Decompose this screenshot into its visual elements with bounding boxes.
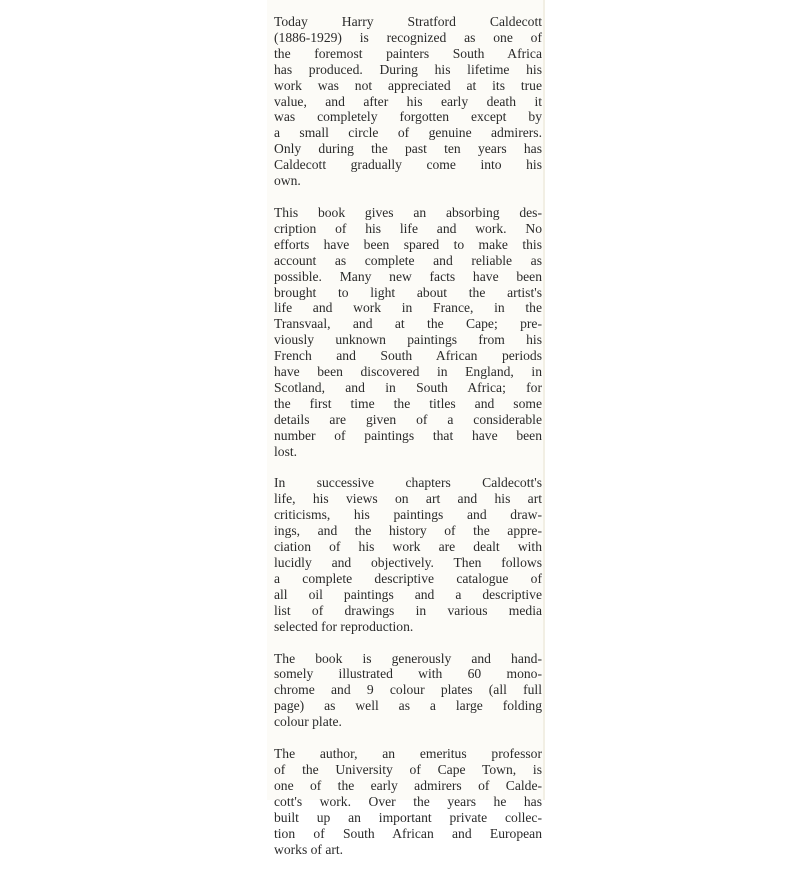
text-line: somely illustrated with 60 mono- bbox=[274, 666, 542, 682]
text-line: cription of his life and work. No bbox=[274, 220, 542, 236]
text-line: was completely forgotten except by bbox=[274, 109, 542, 125]
text-line: have been discovered in England, in bbox=[274, 364, 542, 380]
text-line: ciation of his work are dealt with bbox=[274, 539, 542, 555]
text-line: selected for reproduction. bbox=[274, 618, 414, 634]
text-line: In successive chapters Caldecott's bbox=[274, 475, 542, 491]
text-line: chrome and 9 colour plates (all full bbox=[274, 682, 542, 698]
text-line: criticisms, his paintings and draw- bbox=[274, 507, 542, 523]
text-line: a small circle of genuine admirers. bbox=[274, 125, 542, 141]
text-line: Only during the past ten years has bbox=[274, 141, 542, 157]
text-line: The book is generously and hand- bbox=[274, 650, 542, 666]
text-line: viously unknown paintings from his bbox=[274, 332, 542, 348]
text-line: life and work in France, in the bbox=[274, 300, 542, 316]
paragraph-4 bbox=[274, 651, 542, 731]
text-line: own. bbox=[274, 173, 301, 189]
text-line: list of drawings in various media bbox=[274, 602, 542, 618]
text-line: the first time the titles and some bbox=[274, 395, 542, 411]
text-line: has produced. During his lifetime his bbox=[274, 61, 542, 77]
text-line: a complete descriptive catalogue of bbox=[274, 570, 542, 586]
text-line: The author, an emeritus professor bbox=[274, 746, 542, 762]
text-line: ings, and the history of the appre- bbox=[274, 523, 542, 539]
text-line: all oil paintings and a descriptive bbox=[274, 586, 542, 602]
text-line: details are given of a considerable bbox=[274, 411, 542, 427]
text-line: tion of South African and European bbox=[274, 825, 542, 841]
text-line: works of art. bbox=[274, 841, 344, 857]
text-line: account as complete and reliable as bbox=[274, 252, 542, 268]
text-line: one of the early admirers of Calde- bbox=[274, 777, 542, 793]
text-line: Today Harry Stratford Caldecott bbox=[274, 14, 542, 29]
text-line: value, and after his early death it bbox=[274, 93, 542, 109]
text-line: built up an important private collec- bbox=[274, 809, 542, 825]
text-line: Caldecott gradually come into his bbox=[274, 157, 542, 173]
text-line: This book gives an absorbing des- bbox=[274, 204, 542, 220]
paragraph-5 bbox=[274, 746, 542, 857]
text-line: the foremost painters South Africa bbox=[274, 45, 542, 61]
text-line: brought to light about the artist's bbox=[274, 284, 542, 300]
flap-edge bbox=[543, 0, 545, 800]
text-line: cott's work. Over the years he has bbox=[274, 793, 542, 809]
text-line: life, his views on art and his art bbox=[274, 491, 542, 507]
blurb-text bbox=[274, 14, 542, 873]
text-line: efforts have been spared to make this bbox=[274, 236, 542, 252]
paragraph-2 bbox=[274, 205, 542, 460]
text-line: Transvaal, and at the Cape; pre- bbox=[274, 316, 542, 332]
paragraph-3 bbox=[274, 475, 542, 634]
paragraph-1 bbox=[274, 14, 542, 189]
text-line: page) as well as a large folding bbox=[274, 698, 542, 714]
text-line: possible. Many new facts have been bbox=[274, 268, 542, 284]
text-line: lost. bbox=[274, 443, 298, 459]
text-line: work was not appreciated at its true bbox=[274, 77, 542, 93]
text-line: lucidly and objectively. Then follows bbox=[274, 555, 542, 570]
text-line: French and South African periods bbox=[274, 348, 542, 364]
text-line: Scotland, and in South Africa; for bbox=[274, 379, 542, 395]
text-line: number of paintings that have been bbox=[274, 427, 542, 443]
text-line: (1886-1929) is recognized as one of bbox=[274, 29, 542, 45]
text-line: of the University of Cape Town, is bbox=[274, 761, 542, 777]
text-line: colour plate. bbox=[274, 714, 342, 730]
